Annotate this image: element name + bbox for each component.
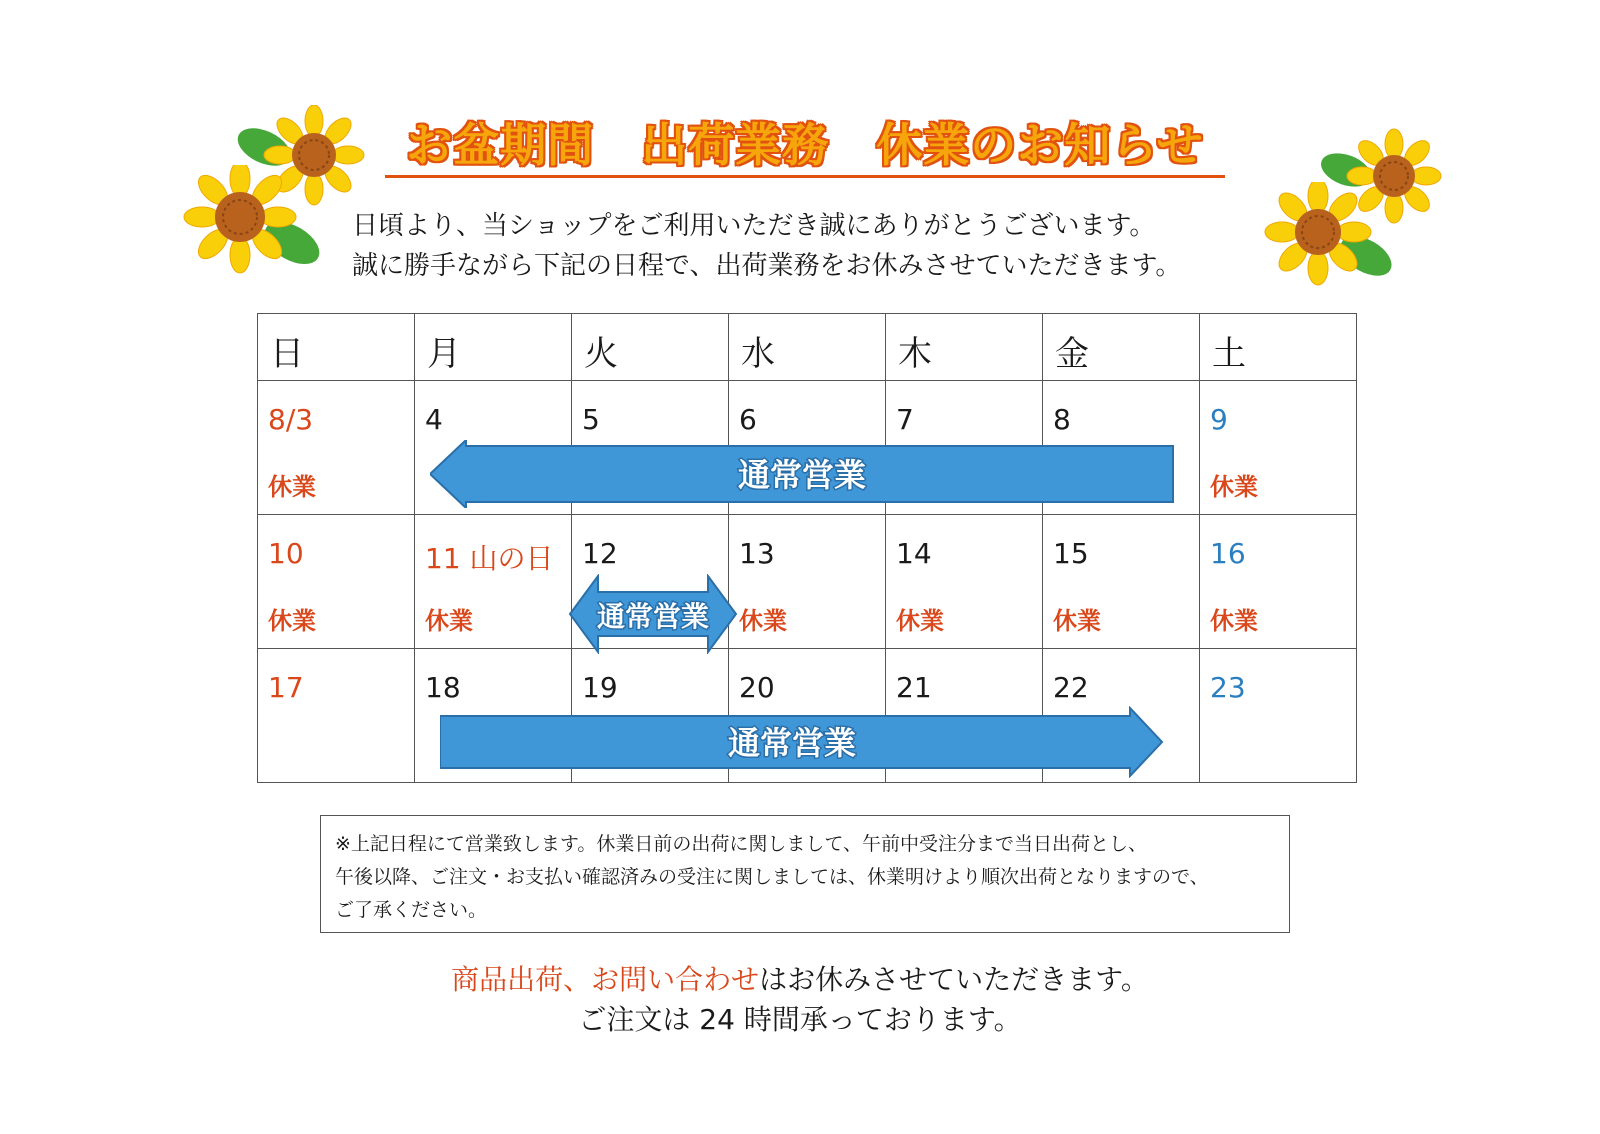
footer-rest: はお休みさせていただきます。 bbox=[759, 963, 1149, 996]
weekday-wed bbox=[729, 314, 886, 381]
date-label: 4 bbox=[425, 403, 443, 436]
footer-line-1 bbox=[0, 958, 1600, 998]
date-label: 14 bbox=[896, 537, 932, 570]
date-label: 22 bbox=[1053, 671, 1089, 704]
day-cell bbox=[1200, 649, 1357, 783]
date-label: 18 bbox=[425, 671, 461, 704]
date-label: 20 bbox=[739, 671, 775, 704]
open-period-arrow-left bbox=[430, 440, 1180, 508]
date-label: 15 bbox=[1053, 537, 1089, 570]
weekday-sat bbox=[1200, 314, 1357, 381]
closed-label: 休業 bbox=[425, 607, 473, 635]
date-label: 12 bbox=[582, 537, 618, 570]
open-period-label: 通常営業 bbox=[596, 600, 710, 633]
weekday-label: 日 bbox=[270, 334, 304, 374]
intro-line-1: 日頃より、当ショップをご利用いただき誠にありがとうございます。 bbox=[352, 211, 1156, 241]
date-label: 5 bbox=[582, 403, 600, 436]
page-title: お盆期間 出荷業務 休業のお知らせ bbox=[385, 112, 1225, 178]
weekday-label: 木 bbox=[898, 334, 932, 374]
date-label: 10 bbox=[268, 537, 304, 570]
open-period-arrow-both bbox=[568, 574, 738, 654]
weekday-mon bbox=[415, 314, 572, 381]
weekday-thu bbox=[886, 314, 1043, 381]
closed-label: 休業 bbox=[1053, 607, 1101, 635]
weekday-label: 金 bbox=[1055, 334, 1089, 374]
weekday-fri bbox=[1043, 314, 1200, 381]
weekday-label: 水 bbox=[741, 334, 775, 374]
notice-line-2: 午後以降、ご注文・お支払い確認済みの受注に関しましては、休業明けより順次出荷となりますので、 bbox=[335, 866, 1209, 888]
date-label: 16 bbox=[1210, 537, 1246, 570]
date-label: 13 bbox=[739, 537, 775, 570]
closed-label: 休業 bbox=[1210, 607, 1258, 635]
open-period-label: 通常営業 bbox=[727, 724, 857, 762]
notice-box bbox=[320, 815, 1290, 933]
open-period-arrow-right bbox=[440, 706, 1164, 778]
week-row-2 bbox=[258, 515, 1357, 649]
weekday-header-row bbox=[258, 314, 1357, 381]
date-label: 8 bbox=[1053, 403, 1071, 436]
date-label: 6 bbox=[739, 403, 757, 436]
weekday-tue bbox=[572, 314, 729, 381]
date-label: 11 山の日 bbox=[425, 542, 554, 575]
date-label: 23 bbox=[1210, 671, 1246, 704]
sunflower-icon bbox=[1262, 182, 1402, 287]
day-cell bbox=[1043, 515, 1200, 649]
weekday-sun bbox=[258, 314, 415, 381]
closed-label: 休業 bbox=[268, 473, 316, 501]
footer-highlight: 商品出荷、お問い合わせ bbox=[451, 963, 760, 996]
day-cell bbox=[258, 515, 415, 649]
day-cell bbox=[1200, 381, 1357, 515]
date-label: 19 bbox=[582, 671, 618, 704]
closed-label: 休業 bbox=[739, 607, 787, 635]
intro-text bbox=[352, 206, 1181, 286]
day-cell bbox=[729, 515, 886, 649]
date-label: 7 bbox=[896, 403, 914, 436]
date-label: 21 bbox=[896, 671, 932, 704]
open-period-label: 通常営業 bbox=[737, 456, 867, 494]
closed-label: 休業 bbox=[1210, 473, 1258, 501]
closed-label: 休業 bbox=[268, 607, 316, 635]
notice-line-1: ※上記日程にて営業致します。休業日前の出荷に関しまして、午前中受注分まで当日出荷とし、 bbox=[335, 833, 1148, 855]
intro-line-2: 誠に勝手ながら下記の日程で、出荷業務をお休みさせていただきます。 bbox=[352, 251, 1182, 281]
day-cell bbox=[1200, 515, 1357, 649]
closed-label: 休業 bbox=[896, 607, 944, 635]
date-label: 9 bbox=[1210, 403, 1228, 436]
date-label: 17 bbox=[268, 671, 304, 704]
day-cell bbox=[886, 515, 1043, 649]
footer-line-2: ご注文は 24 時間承っております。 bbox=[578, 1003, 1022, 1036]
notice-line-3: ご了承ください。 bbox=[335, 899, 488, 921]
weekday-label: 月 bbox=[427, 334, 461, 374]
day-cell bbox=[258, 649, 415, 783]
day-cell bbox=[415, 515, 572, 649]
day-cell bbox=[258, 381, 415, 515]
date-label: 8/3 bbox=[268, 403, 314, 436]
weekday-label: 火 bbox=[584, 334, 618, 374]
sunflower-icon bbox=[182, 165, 332, 280]
weekday-label: 土 bbox=[1212, 334, 1246, 374]
